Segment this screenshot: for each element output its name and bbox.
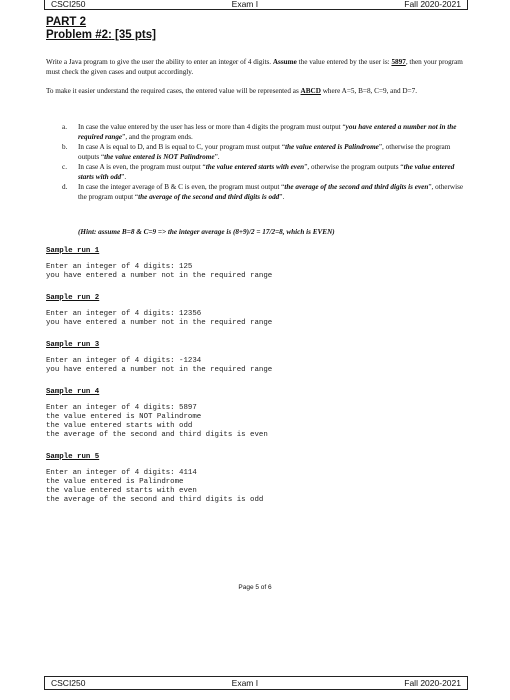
case-item-b [62,142,464,162]
sample-run-3 [46,341,466,375]
intro-value: 5897 [391,58,406,66]
console-line: the value entered is NOT Palindrome [46,413,202,421]
intro-text-3: , then your program must check the given cases and output accordingly. [46,58,463,76]
console-line: the average of the second and third digits is odd [46,496,264,504]
page-number: Page 5 of 6 [238,584,272,591]
case-item-a [62,122,464,142]
part-title: PART 2 [46,16,87,28]
explain-paragraph [46,86,464,96]
sample-run-title: Sample run 4 [46,388,100,396]
console-line: the value entered is Palindrome [46,478,184,486]
console-line: the average of the second and third digits is even [46,431,268,439]
case-text: In case the value entered by the user has less or more than 4 digits the program must output “ [78,123,346,131]
case-item-d [62,182,464,202]
case-text: ”. [121,173,127,181]
explain-abcd: ABCD [300,87,321,95]
console-line: Enter an integer of 4 digits: 125 [46,263,193,271]
intro-text-2: the value entered by the user is: [296,58,392,66]
console-line: Enter an integer of 4 digits: 4114 [46,469,197,477]
console-line: you have entered a number not in the required range [46,272,273,280]
intro-paragraph [46,57,464,77]
case-text: ”. [279,193,285,201]
sample-run-title: Sample run 1 [46,247,100,255]
case-output-alt: the average of the second and third digits is odd [138,193,280,201]
case-output: the average of the second and third digits is even [284,183,429,191]
header-exam: Exam I [231,0,259,9]
console-line: Enter an integer of 4 digits: 5897 [46,404,197,412]
hint-text: (Hint: assume B=8 & C=9 => the integer average is (8+9)/2 = 17/2=8, which is EVEN) [78,228,335,236]
case-output-alt: the value entered starts with odd [78,163,455,181]
problem-number: Problem #2: [46,29,112,41]
sample-run-2 [46,294,466,328]
case-text: ”, otherwise the program outputs “ [304,163,404,171]
console-line: you have entered a number not in the required range [46,319,273,327]
console-line: the value entered starts with even [46,487,197,495]
problem-points: [35 pts] [111,29,156,41]
case-marker: d. [62,183,68,191]
sample-run-title: Sample run 5 [46,453,100,461]
intro-text-1: Write a Java program to give the user the ability to enter an integer of 4 digits. [46,58,273,66]
case-output-alt: the value entered is NOT Palindrome [104,153,215,161]
console-line: you have entered a number not in the required range [46,366,273,374]
footer-exam: Exam I [231,678,259,688]
intro-assume: Assume [272,58,297,66]
case-text: ”, otherwise the program outputs “ [78,143,451,161]
case-output: you have entered a number not in the required range [78,123,457,141]
case-text: ”. [214,153,220,161]
case-text: In case the integer average of B & C is even, the program must output “ [78,183,285,191]
header-course: CSCI250 [51,0,86,9]
sample-run-title: Sample run 2 [46,294,100,302]
footer-course: CSCI250 [51,678,86,688]
cases-list [62,122,464,202]
sample-run-1 [46,247,466,281]
case-output: the value entered is Palindrome [285,143,379,151]
case-text: In case A is equal to D, and B is equal to C, your program must output “ [78,143,286,151]
header-term: Fall 2020-2021 [404,0,461,9]
sample-run-title: Sample run 3 [46,341,100,349]
case-marker: c. [62,163,67,171]
page-header [44,0,468,10]
sample-run-4 [46,388,466,440]
case-item-c [62,162,464,182]
case-text: ”, otherwise the program output “ [78,183,464,201]
page-footer [44,676,468,690]
case-output: the value entered starts with even [205,163,305,171]
footer-term: Fall 2020-2021 [404,678,461,688]
explain-text-2: where A=5, B=8, C=9, and D=7. [320,87,417,95]
sample-run-5 [46,453,466,505]
console-line: Enter an integer of 4 digits: 12356 [46,310,202,318]
console-line: the value entered starts with odd [46,422,193,430]
part-heading [46,16,156,42]
problem-title [46,29,156,42]
sample-runs [46,247,466,518]
case-marker: b. [62,143,68,151]
case-text: ”, and the program ends. [122,133,193,141]
case-text: In case A is even, the program must output “ [78,163,206,171]
case-marker: a. [62,123,67,131]
explain-text-1: To make it easier understand the required cases, the entered value will be represented as [46,87,301,95]
console-line: Enter an integer of 4 digits: -1234 [46,357,202,365]
